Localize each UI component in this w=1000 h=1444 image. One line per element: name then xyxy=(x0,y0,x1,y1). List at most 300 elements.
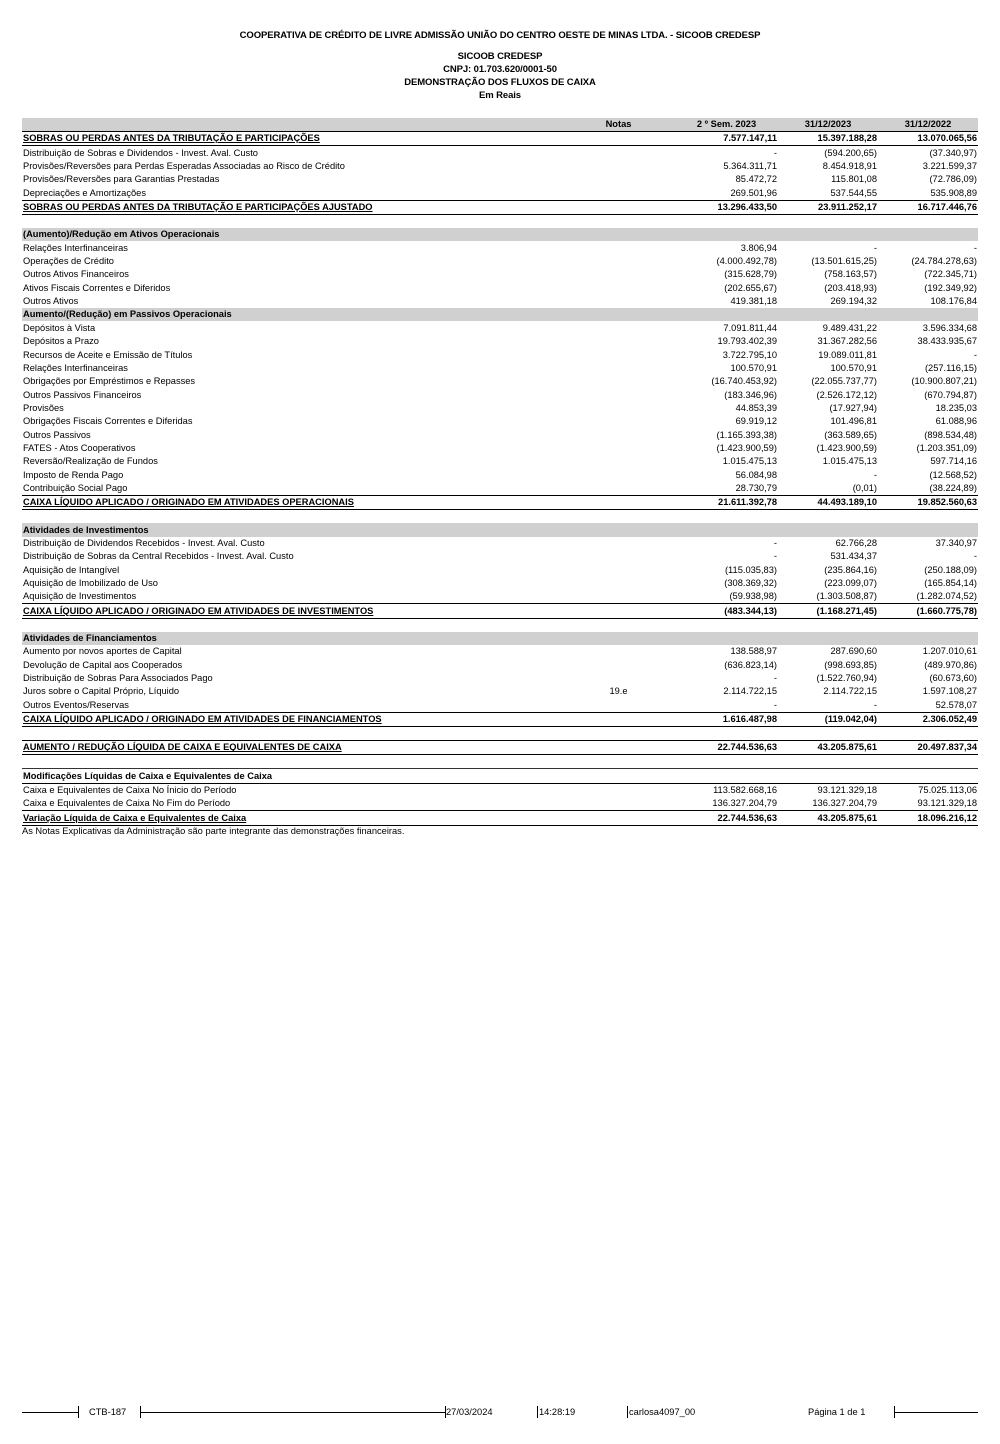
value-31-12-2022: (250.188,09) xyxy=(924,564,977,575)
value-31-12-2023: 43.205.875,61 xyxy=(778,811,878,825)
value-31-12-2023: (1.168.271,45) xyxy=(778,604,878,618)
section-fill-cell xyxy=(878,308,978,321)
footer-rule xyxy=(22,1412,78,1413)
row-notes xyxy=(562,645,675,658)
spacer-cell xyxy=(22,618,562,632)
value-31-12-2022: (12.568,52) xyxy=(929,469,977,480)
value-31-12-2023: 19.089.011,81 xyxy=(818,349,877,360)
spacer-cell xyxy=(778,215,878,229)
value-31-12-2023: (223.099,07) xyxy=(824,578,877,588)
row-notes xyxy=(562,537,675,550)
row-label: Distribuição de Sobras da Central Recebidos - Invest. Aval. Custo xyxy=(23,551,294,562)
value-31-12-2022: (670.794,87) xyxy=(924,389,977,400)
value-2sem-2023: 136.327.204,79 xyxy=(712,798,777,809)
spacer-row xyxy=(22,618,978,632)
value-31-12-2023: (203.418,93) xyxy=(824,282,877,293)
value-2sem-2023: 85.472,72 xyxy=(735,174,777,185)
section-fill-cell xyxy=(778,632,878,645)
value-2sem-2023: 56.084,98 xyxy=(735,469,777,480)
row-notes xyxy=(562,577,675,590)
footnote: As Notas Explicativas da Administração são parte integrante das demonstrações financeiras. xyxy=(22,826,405,836)
column-header-row xyxy=(22,118,978,132)
row-notes xyxy=(562,590,675,604)
total-row xyxy=(22,604,978,618)
section-fill-cell xyxy=(778,308,878,321)
value-31-12-2022: 3.596.334,68 xyxy=(922,322,977,333)
value-31-12-2023: (119.042,04) xyxy=(778,712,878,726)
column-header-31-12-2023: 31/12/2023 xyxy=(778,118,878,132)
value-31-12-2022: 75.025.113,06 xyxy=(918,785,977,796)
value-31-12-2022: - xyxy=(973,349,977,360)
value-31-12-2022: (257.116,15) xyxy=(924,362,977,373)
spacer-cell xyxy=(778,727,878,741)
table-row xyxy=(22,685,978,698)
footer-rule xyxy=(140,1412,445,1413)
value-2sem-2023: 100.570,91 xyxy=(730,362,777,373)
value-31-12-2022: (72.786,09) xyxy=(929,174,977,185)
value-2sem-2023: - xyxy=(773,537,777,548)
footer-time: 14:28:19 xyxy=(539,1407,576,1417)
document-title: COOPERATIVA DE CRÉDITO DE LIVRE ADMISSÃO UNIÃO DO CENTRO OESTE DE MINAS LTDA. - SICOOB CREDESP xyxy=(239,30,761,41)
entity-name: SICOOB CREDESP xyxy=(457,51,543,62)
row-notes xyxy=(562,402,675,415)
value-31-12-2023: 269.194,32 xyxy=(830,296,877,307)
row-notes xyxy=(562,388,675,401)
section-fill-cell xyxy=(675,632,778,645)
table-row xyxy=(22,173,978,186)
row-label: Aumento por novos aportes de Capital xyxy=(23,646,182,657)
row-label: CAIXA LÍQUIDO APLICADO / ORIGINADO EM ATIVIDADES DE FINANCIAMENTOS xyxy=(22,712,562,726)
table-row xyxy=(22,375,978,388)
section-fill-cell xyxy=(778,228,878,241)
value-31-12-2023: 62.766,28 xyxy=(835,537,877,548)
section-fill-cell xyxy=(878,523,978,536)
value-31-12-2022: (1.203.351,09) xyxy=(916,442,977,453)
value-31-12-2023: 31.367.282,56 xyxy=(817,336,877,347)
row-notes xyxy=(562,362,675,375)
row-label: SOBRAS OU PERDAS ANTES DA TRIBUTAÇÃO E PARTICIPAÇÕES xyxy=(22,132,562,146)
value-31-12-2023: (2.526.172,12) xyxy=(816,389,877,400)
row-notes xyxy=(562,348,675,361)
value-31-12-2022: 61.088,96 xyxy=(935,416,977,427)
section-fill-cell xyxy=(562,632,675,645)
spacer-cell xyxy=(878,755,978,769)
value-2sem-2023: 7.577.147,11 xyxy=(675,132,778,146)
spacer-cell xyxy=(778,755,878,769)
table-row xyxy=(22,186,978,200)
spacer-row xyxy=(22,510,978,524)
value-31-12-2023: (1.522.760,94) xyxy=(816,673,877,684)
row-notes xyxy=(562,604,675,618)
value-31-12-2023: 2.114.722,15 xyxy=(823,686,877,697)
row-notes xyxy=(562,173,675,186)
row-notes xyxy=(562,468,675,481)
spacer-cell xyxy=(675,755,778,769)
section-header-row xyxy=(22,523,978,536)
row-label: Caixa e Equivalentes de Caixa No Fim do Período xyxy=(23,798,231,809)
row-notes xyxy=(562,811,675,825)
section-fill-cell xyxy=(778,523,878,536)
table-row xyxy=(22,442,978,455)
row-notes xyxy=(562,495,675,509)
value-2sem-2023: - xyxy=(773,551,777,562)
value-31-12-2022: - xyxy=(973,551,977,562)
row-notes xyxy=(562,281,675,294)
value-2sem-2023: (636.823,14) xyxy=(724,659,777,670)
total-row xyxy=(22,741,978,755)
table-row xyxy=(22,160,978,173)
value-2sem-2023: 5.364.311,71 xyxy=(723,161,777,172)
value-31-12-2022: (37.340,97) xyxy=(929,147,977,158)
value-31-12-2023: 287.690,60 xyxy=(830,646,877,657)
value-31-12-2023: 136.327.204,79 xyxy=(812,798,877,809)
row-label: Depósitos a Prazo xyxy=(23,336,99,347)
value-2sem-2023: 138.588,97 xyxy=(730,646,777,657)
spacer-cell xyxy=(562,727,675,741)
value-2sem-2023: 2.114.722,15 xyxy=(723,686,777,697)
row-notes xyxy=(562,455,675,468)
spacer-cell xyxy=(22,510,562,524)
cash-flow-table xyxy=(22,118,978,826)
table-row xyxy=(22,295,978,308)
table-row xyxy=(22,797,978,811)
value-2sem-2023: 3.806,94 xyxy=(740,242,777,253)
value-2sem-2023: 13.296.433,50 xyxy=(675,200,778,214)
value-31-12-2022: (1.282.074,52) xyxy=(916,591,977,602)
section-fill-cell xyxy=(562,523,675,536)
value-2sem-2023: 19.793.402,39 xyxy=(717,336,777,347)
total-row xyxy=(22,811,978,825)
section-label: Atividades de Financiamentos xyxy=(22,632,562,645)
row-notes xyxy=(562,698,675,712)
row-notes xyxy=(562,335,675,348)
value-31-12-2022: (722.345,71) xyxy=(924,269,977,280)
row-label: Obrigações Fiscais Correntes e Diferidas xyxy=(23,416,193,427)
value-31-12-2022: 597.714,16 xyxy=(930,456,977,467)
footer-page-number: Página 1 de 1 xyxy=(808,1407,866,1417)
section-fill-cell xyxy=(675,523,778,536)
table-row xyxy=(22,415,978,428)
row-notes xyxy=(562,295,675,308)
section-header-row xyxy=(22,308,978,321)
spacer-row xyxy=(22,727,978,741)
value-31-12-2022: 2.306.052,49 xyxy=(878,712,978,726)
value-31-12-2023: 93.121.329,18 xyxy=(817,785,877,796)
footer-date: 27/03/2024 xyxy=(446,1407,493,1417)
table-row xyxy=(22,428,978,441)
row-notes xyxy=(562,132,675,146)
value-31-12-2023: 15.397.188,28 xyxy=(778,132,878,146)
spacer-cell xyxy=(22,755,562,769)
row-label: Provisões/Reversões para Garantias Prestadas xyxy=(23,174,220,185)
value-2sem-2023: 1.015.475,13 xyxy=(722,456,777,467)
value-31-12-2022: 38.433.935,67 xyxy=(917,336,977,347)
section-header-row xyxy=(22,228,978,241)
value-31-12-2022: (38.224,89) xyxy=(929,482,977,493)
value-31-12-2022: 1.597.108,27 xyxy=(922,686,977,697)
section-label: (Aumento)/Redução em Ativos Operacionais xyxy=(22,228,562,241)
value-31-12-2023: 8.454.918,91 xyxy=(822,161,877,172)
section-fill-cell xyxy=(878,632,978,645)
value-2sem-2023: (1.423.900,59) xyxy=(716,442,777,453)
value-2sem-2023: 21.611.392,78 xyxy=(675,495,778,509)
value-2sem-2023: (315.628,79) xyxy=(724,269,777,280)
value-2sem-2023: 113.582.668,16 xyxy=(713,785,777,796)
table-row xyxy=(22,388,978,401)
section-fill-cell xyxy=(562,308,675,321)
value-2sem-2023: (16.740.453,92) xyxy=(711,376,777,387)
table-row xyxy=(22,402,978,415)
table-row xyxy=(22,577,978,590)
value-31-12-2022: 93.121.329,18 xyxy=(917,798,977,809)
value-31-12-2023: 100.570,91 xyxy=(830,362,877,373)
table-row xyxy=(22,281,978,294)
value-31-12-2023: (22.055.737,77) xyxy=(811,376,877,387)
value-31-12-2023: (1.303.508,87) xyxy=(816,591,877,602)
value-31-12-2023: (363.589,65) xyxy=(824,429,877,440)
row-notes xyxy=(562,160,675,173)
table-row xyxy=(22,698,978,712)
value-31-12-2023: 101.496,81 xyxy=(830,416,877,427)
section-fill-cell xyxy=(675,228,778,241)
footer-report-code: CTB-187 xyxy=(89,1407,127,1417)
spacer-cell xyxy=(675,215,778,229)
column-header-notes: Notas xyxy=(562,118,675,132)
section-label: Modificações Líquidas de Caixa e Equivalentes de Caixa xyxy=(22,769,562,783)
row-notes xyxy=(562,550,675,563)
value-31-12-2022: 16.717.446,76 xyxy=(878,200,978,214)
row-label: CAIXA LÍQUIDO APLICADO / ORIGINADO EM ATIVIDADES OPERACIONAIS xyxy=(22,495,562,509)
table-row xyxy=(22,321,978,334)
value-31-12-2022: - xyxy=(973,242,977,253)
row-notes xyxy=(562,482,675,496)
row-label: Outros Ativos xyxy=(23,296,79,307)
row-notes xyxy=(562,321,675,334)
value-31-12-2022: 3.221.599,37 xyxy=(922,161,977,172)
section-fill-cell xyxy=(562,769,675,783)
row-label: Ativos Fiscais Correntes e Diferidos xyxy=(23,282,171,293)
table-row xyxy=(22,348,978,361)
footer-divider xyxy=(78,1406,79,1418)
row-notes xyxy=(562,255,675,268)
total-row xyxy=(22,712,978,726)
table-row xyxy=(22,645,978,658)
row-notes xyxy=(562,200,675,214)
value-2sem-2023: 7.091.811,44 xyxy=(723,322,777,333)
table-row xyxy=(22,241,978,254)
table-row xyxy=(22,255,978,268)
row-notes xyxy=(562,268,675,281)
value-31-12-2023: (13.501.615,25) xyxy=(811,256,877,267)
row-label: CAIXA LÍQUIDO APLICADO / ORIGINADO EM ATIVIDADES DE INVESTIMENTOS xyxy=(22,604,562,618)
row-notes xyxy=(562,783,675,797)
section-label: Aumento/(Redução) em Passivos Operacionais xyxy=(22,308,562,321)
spacer-cell xyxy=(778,510,878,524)
section-fill-cell xyxy=(878,769,978,783)
section-fill-cell xyxy=(675,769,778,783)
page-footer xyxy=(0,1406,1000,1420)
value-31-12-2023: 115.801,08 xyxy=(831,174,877,185)
value-31-12-2023: (0,01) xyxy=(852,482,877,493)
row-label: SOBRAS OU PERDAS ANTES DA TRIBUTAÇÃO E PARTICIPAÇÕES AJUSTADO xyxy=(22,200,562,214)
column-header-label xyxy=(22,118,562,132)
value-31-12-2022: 108.176,84 xyxy=(930,296,977,307)
footer-divider xyxy=(627,1406,628,1418)
value-31-12-2022: (192.349,92) xyxy=(924,282,977,293)
table-row xyxy=(22,550,978,563)
value-31-12-2022: (898.534,48) xyxy=(924,429,977,440)
table-row xyxy=(22,590,978,604)
row-label: Relações Interfinanceiras xyxy=(23,242,128,253)
row-notes xyxy=(562,741,675,755)
value-31-12-2022: 19.852.560,63 xyxy=(878,495,978,509)
value-31-12-2023: (758.163,57) xyxy=(824,269,877,280)
section-header-row xyxy=(22,632,978,645)
spacer-row xyxy=(22,755,978,769)
value-2sem-2023: 419.381,18 xyxy=(730,296,777,307)
value-31-12-2023: (1.423.900,59) xyxy=(816,442,877,453)
table-row xyxy=(22,146,978,160)
value-31-12-2023: (17.927,94) xyxy=(829,402,877,413)
value-2sem-2023: 28.730,79 xyxy=(735,482,777,493)
value-31-12-2023: (594.200,65) xyxy=(824,147,877,158)
section-fill-cell xyxy=(675,308,778,321)
row-label: Provisões/Reversões para Perdas Esperadas Associadas ao Risco de Crédito xyxy=(23,161,345,172)
footer-user: carlosa4097_00 xyxy=(629,1407,696,1417)
value-31-12-2022: 52.578,07 xyxy=(935,699,977,710)
row-notes xyxy=(562,658,675,671)
spacer-cell xyxy=(675,727,778,741)
table-row xyxy=(22,455,978,468)
row-label: Aquisição de Intangível xyxy=(23,564,120,575)
spacer-cell xyxy=(22,727,562,741)
subsection-header-row xyxy=(22,769,978,783)
table-row xyxy=(22,672,978,685)
row-notes xyxy=(562,241,675,254)
spacer-cell xyxy=(878,727,978,741)
footer-divider xyxy=(537,1406,538,1418)
spacer-cell xyxy=(878,618,978,632)
row-label: Imposto de Renda Pago xyxy=(23,469,124,480)
row-label: Contribuição Social Pago xyxy=(23,482,128,493)
value-31-12-2023: 9.489.431,22 xyxy=(822,322,877,333)
value-31-12-2023: 1.015.475,13 xyxy=(822,456,877,467)
table-row xyxy=(22,658,978,671)
row-label: Devolução de Capital aos Cooperados xyxy=(23,659,183,670)
value-31-12-2022: 18.235,03 xyxy=(935,402,977,413)
value-2sem-2023: 22.744.536,63 xyxy=(675,741,778,755)
spacer-cell xyxy=(675,510,778,524)
value-2sem-2023: 44.853,39 xyxy=(735,402,777,413)
value-2sem-2023: 3.722.795,10 xyxy=(722,349,777,360)
spacer-cell xyxy=(878,215,978,229)
row-notes xyxy=(562,563,675,576)
value-31-12-2022: 13.070.065,56 xyxy=(878,132,978,146)
row-label: Depósitos à Vista xyxy=(23,322,96,333)
value-2sem-2023: - xyxy=(773,699,777,710)
value-31-12-2022: (489.970,86) xyxy=(924,659,977,670)
section-fill-cell xyxy=(778,769,878,783)
table-row xyxy=(22,563,978,576)
value-31-12-2022: 18.096.216,12 xyxy=(878,811,978,825)
row-label: Variação Líquida de Caixa e Equivalentes de Caixa xyxy=(22,811,562,825)
statement-title: DEMONSTRAÇÃO DOS FLUXOS DE CAIXA xyxy=(404,77,596,88)
value-2sem-2023: 22.744.536,63 xyxy=(675,811,778,825)
cnpj: CNPJ: 01.703.620/0001-50 xyxy=(443,64,557,75)
row-label: Outros Passivos Financeiros xyxy=(23,389,142,400)
row-notes xyxy=(562,415,675,428)
section-label: Atividades de Investimentos xyxy=(22,523,562,536)
row-notes xyxy=(562,428,675,441)
value-31-12-2023: - xyxy=(873,242,877,253)
table-row xyxy=(22,482,978,496)
row-label: Outros Ativos Financeiros xyxy=(23,269,129,280)
row-label: Depreciações e Amortizações xyxy=(23,187,146,198)
row-label: Relações Interfinanceiras xyxy=(23,362,128,373)
value-31-12-2022: (1.660.775,78) xyxy=(878,604,978,618)
row-label: Distribuição de Sobras Para Associados Pago xyxy=(23,673,213,684)
value-31-12-2023: - xyxy=(873,699,877,710)
table-row xyxy=(22,783,978,797)
value-2sem-2023: (183.346,96) xyxy=(724,389,777,400)
value-31-12-2022: (60.673,60) xyxy=(929,673,977,684)
value-31-12-2022: (10.900.807,21) xyxy=(911,376,977,387)
column-header-2sem-2023: 2 º Sem. 2023 xyxy=(675,118,778,132)
value-31-12-2023: 44.493.189,10 xyxy=(778,495,878,509)
value-2sem-2023: (483.344,13) xyxy=(675,604,778,618)
spacer-cell xyxy=(562,755,675,769)
section-fill-cell xyxy=(878,228,978,241)
total-row xyxy=(22,132,978,146)
spacer-cell xyxy=(22,215,562,229)
table-row xyxy=(22,362,978,375)
row-label: Outros Eventos/Reservas xyxy=(23,699,129,710)
value-2sem-2023: - xyxy=(773,147,777,158)
value-2sem-2023: 1.616.487,98 xyxy=(675,712,778,726)
value-2sem-2023: 269.501,96 xyxy=(730,187,777,198)
value-31-12-2023: 23.911.252,17 xyxy=(778,200,878,214)
total-row xyxy=(22,200,978,214)
spacer-cell xyxy=(562,510,675,524)
spacer-cell xyxy=(878,510,978,524)
value-31-12-2023: 43.205.875,61 xyxy=(778,741,878,755)
value-2sem-2023: (202.655,67) xyxy=(724,282,777,293)
value-31-12-2023: - xyxy=(873,469,877,480)
spacer-cell xyxy=(562,215,675,229)
column-header-31-12-2022: 31/12/2022 xyxy=(878,118,978,132)
spacer-cell xyxy=(675,618,778,632)
row-label: Recursos de Aceite e Emissão de Títulos xyxy=(23,349,193,360)
row-notes xyxy=(562,712,675,726)
value-31-12-2022: 20.497.837,34 xyxy=(878,741,978,755)
value-2sem-2023: (308.369,32) xyxy=(724,578,777,588)
value-2sem-2023: - xyxy=(773,673,777,684)
row-label: Distribuição de Dividendos Recebidos - Invest. Aval. Custo xyxy=(23,537,265,548)
value-31-12-2023: 531.434,37 xyxy=(830,551,877,562)
value-2sem-2023: (1.165.393,38) xyxy=(716,429,777,440)
row-notes xyxy=(562,186,675,200)
value-2sem-2023: (59.938,98) xyxy=(729,591,777,602)
row-label: Juros sobre o Capital Próprio, Líquido xyxy=(23,686,180,697)
row-label: Provisões xyxy=(23,402,64,413)
total-row xyxy=(22,495,978,509)
value-2sem-2023: (115.035,83) xyxy=(724,564,777,575)
footer-rule xyxy=(894,1412,978,1413)
table-row xyxy=(22,468,978,481)
row-notes xyxy=(562,442,675,455)
row-label: Aquisição de Imobilizado de Uso xyxy=(23,578,158,588)
table-row xyxy=(22,268,978,281)
